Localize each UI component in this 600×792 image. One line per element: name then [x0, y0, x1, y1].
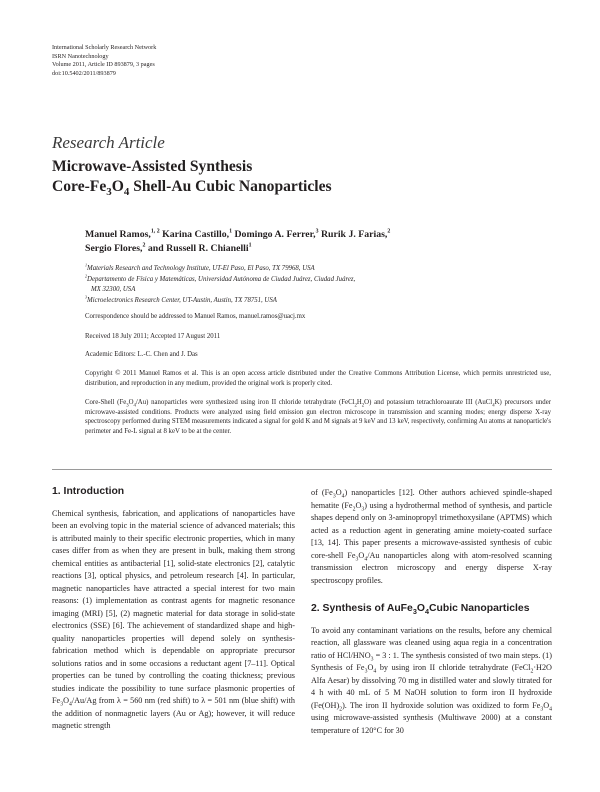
- right-column: [311, 487, 552, 737]
- journal-subname: ISRN Nanotechnology: [52, 52, 109, 60]
- journal-doi[interactable]: doi:10.5402/2011/893879: [52, 69, 116, 77]
- received-dates: Received 18 July 2011; Accepted 17 August 2011: [85, 333, 221, 340]
- paper-title: [52, 157, 332, 197]
- academic-editors: Academic Editors: L.-C. Chen and J. Das: [85, 351, 198, 358]
- author-line-1: [85, 228, 555, 242]
- affiliation-list: [85, 264, 355, 306]
- affiliation-item: $^3$Microelectronics Research Center, UT-Austin, Austin, TX 78751, USA: [85, 294, 277, 304]
- introduction-paragraph-continued: of $(Fe_3O_4)$ nanoparticles [12]. Other authors achieved spindle-shaped hematite $(Fe_2O_3)$ using a hydrothermal method of synthesis, and particle shapes depend only on 3-aminopropyl trimethoxysilane (APTMS) which acted as a reduction agent in generating amine moiety-coated surface [13, 14]. This paper presents a microwave-assisted synthesis of cubic core-shell $Fe_3O_4/Au$ nanoparticles along with atom-resolved scanning transmission electron microscopy and energy disperse X-ray spectroscopy profiles.: [311, 488, 553, 585]
- author-affiliation-mark: 1: [229, 228, 233, 235]
- author-name: Sergio Flores,: [85, 243, 143, 254]
- author-name: Rurik J. Farias,: [320, 229, 388, 240]
- affiliation-item-continued: MX 32300, USA: [91, 286, 136, 293]
- author-name: Domingo A. Ferrer,: [234, 229, 316, 240]
- author-affiliation-mark: 3: [315, 228, 319, 235]
- author-affiliation-mark: 1, 2: [150, 228, 160, 235]
- section-divider: [52, 469, 552, 470]
- section-heading-synthesis: 2. Synthesis of $AuFe_3O_4Cubic$ Nanoparticles: [311, 603, 530, 617]
- author-name: and Russell R. Chianelli: [147, 243, 249, 254]
- author-line-2: [85, 242, 555, 256]
- synthesis-paragraph: To avoid any contaminant variations on the results, before any chemical reaction, all glassware was cleaned using aqua regia in a concentration ratio of HCl/$HNO_3 = 3$ : 1. The synthesis consisted of two main steps. (1) Synthesis of $Fe_3O_4$ by using iron II chloride tetrahydrate (FeCl$_2$·H2O Alfa Aesar) by dissolving 70 mg in distilled water and slowly titrated for 4 h with 40 mL of 5 M NaOH solution to form iron II hydroxide $(Fe(OH)_2)$. The iron II hydroxide solution was oxidized to form $Fe_3O_4$ using microwave-assisted synthesis (Multiwave 2000) at a constant temperature of 120°C for 30: [311, 625, 552, 735]
- correspondence-note: Correspondence should be addressed to Manuel Ramos, manuel.ramos@uacj.mx: [85, 313, 306, 320]
- journal-name: International Scholarly Research Network: [52, 44, 157, 51]
- copyright-notice: Copyright © 2011 Manuel Ramos et al. This is an open access article distributed under the Creative Commons Attribution License, which permits unrestricted use, distribution, and reproduction in any medium, provided the original work is properly cited.: [85, 370, 551, 387]
- left-column: [52, 486, 295, 733]
- author-name: Karina Castillo,: [162, 229, 230, 240]
- section-heading-introduction: 1. Introduction: [52, 486, 125, 497]
- journal-volume: Volume 2011, Article ID 893879, 3 pages: [52, 61, 155, 69]
- author-name: Manuel Ramos,: [85, 229, 151, 240]
- affiliation-item: $^1$Materials Research and Technology Institute, UT-El Paso, El Paso, TX 79968, USA: [85, 262, 315, 272]
- abstract: Core-Shell $(Fe_3O_4/Au)$ nanoparticles were synthesized using iron II chloride tetrahydrate $(FeCl_2H_2O)$ and potassium tetrachloroaurate III (AuCl$_4$K) precursors under microwave-assisted conditions. Products were analyzed using field emission gun electron microscope in transmission and scanning modes; energy disperse X-ray spectroscopy performed during STEM measurements indicated a signal for gold K and M signals at 9 keV and 13 keV, respectively, confirming Au atoms at nanoparticle's perimeter and Fe-L signal at 8 keV to be at the center.: [85, 399, 551, 435]
- journal-info: [52, 44, 156, 78]
- author-affiliation-mark: 2: [142, 242, 146, 249]
- title-line-2: Core-$Fe_3O_4$ Shell-Au Cubic Nanoparticles: [52, 178, 332, 199]
- title-line-1: Microwave-Assisted Synthesis: [52, 158, 253, 175]
- author-list: [85, 228, 555, 256]
- article-type: Research Article: [52, 133, 165, 152]
- author-affiliation-mark: 1: [248, 242, 252, 249]
- introduction-paragraph: Chemical synthesis, fabrication, and applications of nanoparticles have been an evolving topic in the material science of advanced materials; this is attributed mainly to their specific electronic properties, which in many cases differ from as when they are present in bulk, making them strong chemical entities as antibacterial [1], solid-state electronics [2], catalytic reactions [3], optical physics, and petroleum research [4]. In particular, magnetic nanoparticles have attracted a special interest for two main reasons: (1) implementation as contrast agents for magnetic resonance imaging (MRI) [5], (2) magnetic material for data storage in solid-state electronics (SSE) [6]. The achievement of standardized shape and high-quality nanoparticles properties will depend solely on synthesis-fabrication method which is dependable on appropriate precursor solutions ratios and in some occasions a reductant agent [7–11]. Optical properties can be tuned by controlling the coating thickness; previous studies indicate the possibility to tune surface plasmonic properties of $Fe_3O_4/Au/Ag$ from λ = 560 nm (red shift) to λ = 501 nm (blue shift) with the addition of nonmagnetic layers (Au or Ag); however, it will reduce magnetic strength: [52, 508, 295, 730]
- affiliation-item: $^2$Departamento de Física y Matemáticas, Universidad Autónoma de Ciudad Juárez, Ciudad Juárez,: [85, 273, 356, 283]
- author-affiliation-mark: 2: [387, 228, 391, 235]
